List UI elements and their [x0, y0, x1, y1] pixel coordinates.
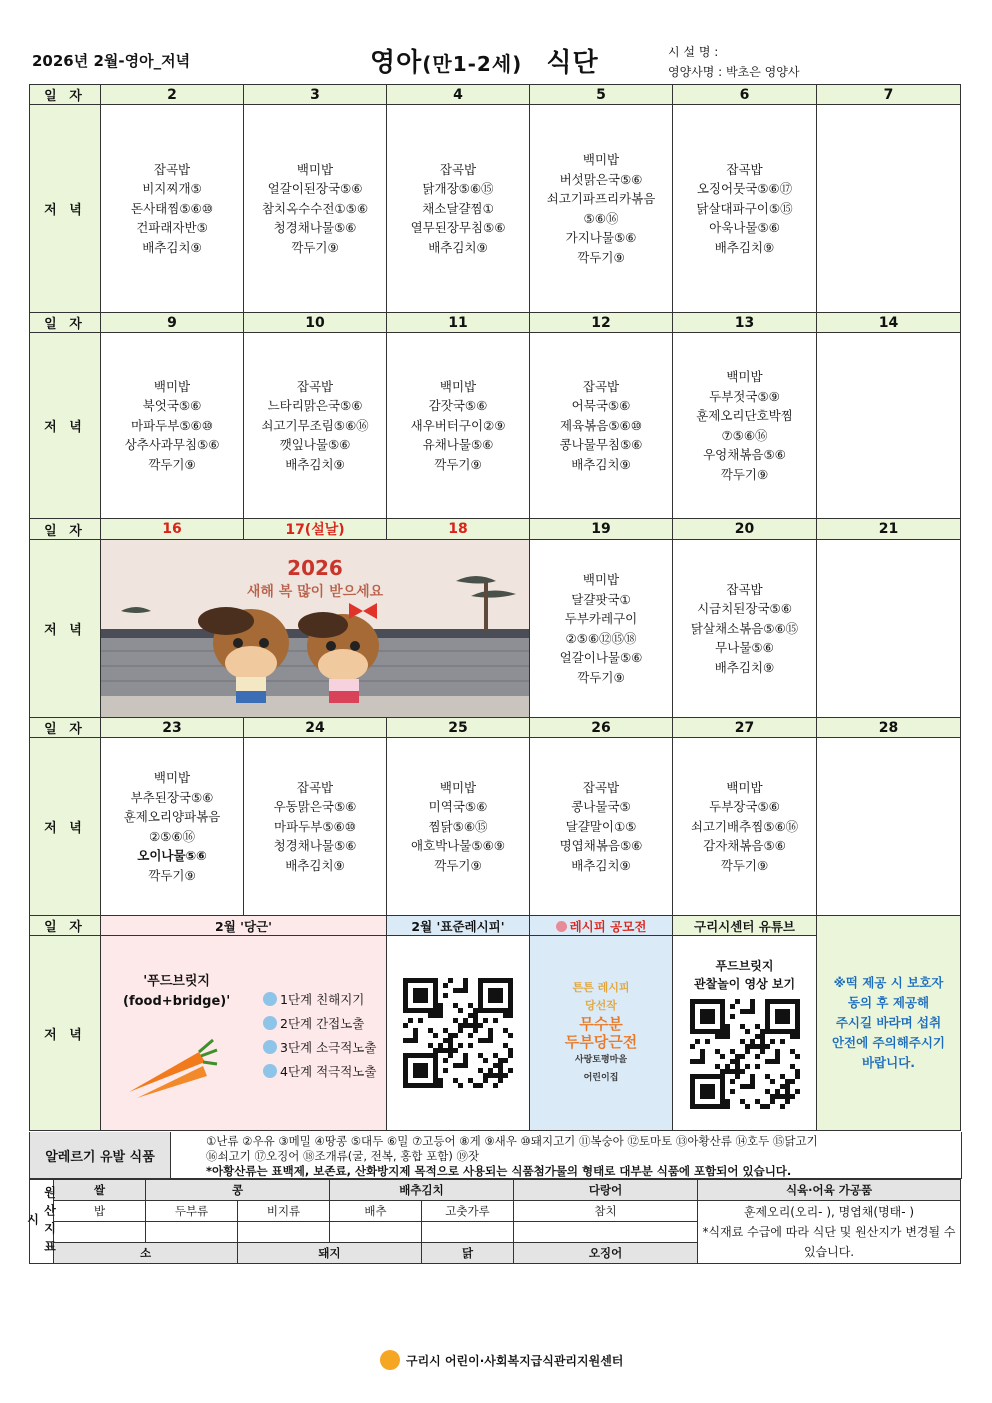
menu-item: 부추된장국⑤⑥	[130, 789, 214, 805]
menu-item: 깻잎나물⑤⑥	[279, 437, 351, 453]
menu-item: 잡곡밥	[296, 779, 334, 795]
contest-line: 두부당근전	[564, 1033, 638, 1051]
menu-item: 아욱나물⑤⑥	[709, 220, 780, 236]
menu-cell	[817, 738, 961, 916]
menu-item: 깍두기⑨	[434, 857, 482, 873]
menu-item: 마파두부⑤⑥⑩	[131, 417, 213, 433]
menu-cell	[530, 738, 673, 916]
contest-badge-icon	[556, 921, 567, 932]
menu-item: 백미밥	[153, 378, 191, 394]
origin-side-label: 원산지표시	[30, 1180, 54, 1264]
menu-item: 백미밥	[582, 572, 620, 587]
menu-item: 얼갈이나물⑤⑥	[559, 650, 643, 665]
menu-cell	[673, 540, 817, 718]
origin-beef: 소	[54, 1243, 238, 1264]
dinner-label: 저 녁	[30, 105, 101, 313]
menu-cell	[817, 540, 961, 718]
menu-cell	[530, 105, 673, 313]
menu-item: 잡곡밥	[296, 378, 334, 394]
contest-header: 레시피 공모전	[530, 916, 673, 936]
new-year-banner	[101, 540, 530, 718]
dinner-label: 저 녁	[30, 738, 101, 916]
contest-line: 어린이집	[583, 1073, 619, 1083]
menu-grid	[29, 84, 961, 1131]
day-date: 28	[817, 718, 961, 738]
day-label: 일 자	[30, 313, 101, 333]
menu-item: 훈제오리단호박찜	[696, 408, 793, 423]
step-circle-icon	[263, 1064, 277, 1078]
menu-item: 배추김치⑨	[285, 857, 345, 873]
menu-item: 콩나물국⑤	[571, 799, 631, 815]
menu-item: 우엉채볶음⑤⑥	[703, 447, 786, 462]
origin-squid: 오징어	[514, 1243, 698, 1264]
food-bridge-sub: (food+bridge)'	[123, 994, 231, 1009]
menu-cell	[673, 738, 817, 916]
banner-greeting: 새해 복 많이 받으세요	[246, 583, 384, 600]
allergy-list	[206, 1134, 818, 1179]
menu-cell	[530, 333, 673, 519]
menu-item: 달걀팟국①	[571, 591, 631, 607]
menu-item: 오징어뭇국⑤⑥⑰	[696, 181, 793, 197]
recipe-qr-cell	[387, 936, 530, 1131]
step-1: 1단계 친해지기	[263, 988, 376, 1012]
menu-item: 우동맑은국⑤⑥	[273, 799, 357, 815]
menu-item: ②⑤⑥⑯	[148, 828, 196, 844]
danggeun-header: 2월 '당근'	[101, 916, 387, 936]
menu-item: 북엇국⑤⑥	[142, 398, 202, 414]
day-date: 4	[387, 85, 530, 105]
menu-item: 돈사태찜⑤⑥⑩	[131, 200, 213, 216]
menu-item: 닭살대파구이⑤⑮	[696, 200, 793, 216]
day-date: 10	[244, 313, 387, 333]
menu-cell	[817, 333, 961, 519]
bottom-day-label: 일 자	[30, 916, 101, 936]
menu-item: 백미밥	[582, 152, 620, 167]
dinner-row	[30, 738, 961, 916]
food-bridge-panel	[101, 936, 387, 1131]
origin-pork: 돼지	[238, 1243, 422, 1264]
menu-item: 잡곡밥	[726, 581, 763, 597]
day-date: 26	[530, 718, 673, 738]
menu-item: 두부젓국⑤⑨	[709, 388, 780, 404]
title-main: 영아	[370, 48, 423, 78]
menu-cell	[817, 105, 961, 313]
origin-notes	[698, 1201, 961, 1264]
day-header-row	[30, 718, 961, 738]
menu-item: 어묵국⑤⑥	[571, 398, 631, 414]
origin-processed: 식육·어육 가공품	[698, 1180, 961, 1201]
menu-item: 무나물⑤⑥	[715, 640, 774, 656]
menu-item: 배추김치⑨	[571, 456, 631, 472]
menu-item: 쇠고기무조림⑤⑥⑯	[261, 417, 369, 433]
menu-item: 잡곡밥	[153, 161, 191, 177]
notice-line: 주시길 바라며 섭취	[835, 1015, 942, 1030]
menu-cell	[530, 540, 673, 718]
menu-item: 닭살채소볶음⑤⑥⑮	[690, 620, 799, 636]
notice-line: 안전에 주의해주시기	[831, 1035, 946, 1050]
day-date: 9	[101, 313, 244, 333]
menu-item: 배추김치⑨	[428, 239, 488, 255]
menu-item: 잡곡밥	[582, 779, 620, 795]
menu-item: 잡곡밥	[726, 161, 763, 177]
day-date: 3	[244, 85, 387, 105]
menu-item: 느타리맑은국⑤⑥	[267, 398, 363, 414]
menu-item: 찜닭⑤⑥⑮	[428, 818, 488, 834]
header-info	[668, 42, 799, 82]
menu-item: 채소달걀찜①	[422, 200, 494, 216]
day-date: 11	[387, 313, 530, 333]
menu-item: 명엽채볶음⑤⑥	[559, 838, 643, 854]
menu-item: 제육볶음⑤⑥⑩	[560, 417, 642, 433]
menu-item: 달걀말이①⑤	[565, 818, 637, 834]
menu-cell	[101, 333, 244, 519]
day-date: 20	[673, 519, 817, 540]
origin-tofu: 두부류	[146, 1201, 238, 1222]
day-header-row	[30, 313, 961, 333]
menu-item: 깍두기⑨	[291, 239, 339, 255]
menu-item: 유채나물⑤⑥	[422, 437, 494, 453]
menu-item: 새우버터구이②⑨	[410, 417, 506, 433]
day-date: 12	[530, 313, 673, 333]
youtube-header: 구리시센터 유튜브	[673, 916, 817, 936]
notice-line: 바랍니다.	[861, 1055, 916, 1070]
menu-item: 상추사과무침⑤⑥	[124, 437, 220, 453]
menu-item: 감잣국⑤⑥	[428, 398, 488, 414]
day-date: 2	[101, 85, 244, 105]
day-date: 27	[673, 718, 817, 738]
dinner-row	[30, 333, 961, 519]
menu-item: 백미밥	[439, 779, 477, 795]
center-logo-icon	[380, 1350, 400, 1370]
menu-cell	[244, 105, 387, 313]
origin-kimchi: 배추김치	[330, 1180, 514, 1201]
menu-item: 백미밥	[153, 770, 191, 785]
day-date: 7	[817, 85, 961, 105]
menu-item: 배추김치⑨	[285, 456, 345, 472]
allergy-line-1: ①난류 ②우유 ③메밀 ④땅콩 ⑤대두 ⑥밀 ⑦고등어 ⑧게 ⑨새우 ⑩돼지고기 ⑪복숭아 ⑫토마토 ⑬아황산류 ⑭호두 ⑮닭고기	[206, 1134, 818, 1148]
menu-item: 백미밥	[726, 779, 763, 795]
contest-line: 당선작	[585, 999, 617, 1012]
menu-item: 잡곡밥	[439, 161, 477, 177]
menu-item: 청경채나물⑤⑥	[273, 838, 357, 854]
day-date: 14	[817, 313, 961, 333]
origin-note-1: 훈제오리(오리- ), 명엽채(명태- )	[743, 1205, 915, 1219]
menu-item: 건파래자반⑤	[136, 220, 208, 236]
step-3: 3단계 소극적노출	[263, 1036, 376, 1060]
menu-cell	[387, 738, 530, 916]
day-header-row	[30, 85, 961, 105]
allergy-section	[29, 1132, 962, 1179]
allergy-label: 알레르기 유발 식품	[30, 1132, 171, 1178]
menu-item: 열무된장무침⑤⑥	[410, 220, 506, 236]
menu-cell	[244, 738, 387, 916]
menu-item: 미역국⑤⑥	[428, 799, 488, 815]
menu-item: 배추김치⑨	[714, 659, 775, 675]
banner-year: 2026	[287, 555, 343, 580]
menu-item: 두부장국⑤⑥	[709, 799, 780, 815]
origin-pepper: 고춧가루	[422, 1201, 514, 1222]
origin-rice: 쌀	[54, 1180, 146, 1201]
day-date: 23	[101, 718, 244, 738]
step-circle-icon	[263, 1040, 277, 1054]
bottom-dinner-label: 저 녁	[30, 936, 101, 1131]
dietitian-name: 영양사명 : 박초은 영양사	[668, 65, 800, 79]
day-label: 일 자	[30, 718, 101, 738]
day-date: 21	[817, 519, 961, 540]
origin-cabbage: 배추	[330, 1201, 422, 1222]
day-date: 17(설날)	[244, 519, 387, 540]
menu-cell	[387, 105, 530, 313]
menu-item: 가지나물⑤⑥	[565, 230, 637, 245]
menu-item: 참치옥수수전①⑤⑥	[261, 200, 369, 216]
day-header-row	[30, 519, 961, 540]
menu-cell	[387, 333, 530, 519]
day-date: 5	[530, 85, 673, 105]
rice-cake-notice	[817, 916, 961, 1131]
menu-cell	[673, 333, 817, 519]
contest-line: 튼튼 레시피	[572, 981, 630, 994]
menu-item: ⑦⑤⑥⑯	[721, 427, 768, 443]
menu-cell	[101, 738, 244, 916]
menu-item: 쇠고기파프리카볶음	[546, 191, 656, 206]
menu-item: ②⑤⑥⑫⑮⑱	[565, 630, 637, 646]
menu-item: 오이나물⑤⑥	[137, 848, 207, 863]
footer-text: 구리시 어린이·사회복지급식관리지원센터	[406, 1353, 624, 1368]
menu-item: 배추김치⑨	[571, 857, 631, 873]
page-subtitle: 2026년 2월-영아_저녁	[32, 52, 191, 70]
menu-item: 두부카레구이	[564, 611, 638, 626]
menu-item: 깍두기⑨	[720, 857, 769, 873]
menu-item: 깍두기⑨	[148, 456, 196, 472]
step-2: 2단계 간접노출	[263, 1012, 376, 1036]
menu-item: 백미밥	[726, 369, 763, 384]
title-age: (만1-2세)	[422, 52, 523, 76]
contest-line: 무수분	[579, 1015, 623, 1033]
day-date: 25	[387, 718, 530, 738]
day-date: 13	[673, 313, 817, 333]
allergy-line-2: ⑯쇠고기 ⑰오징어 ⑱조개류(굴, 전복, 홍합 포함) ⑲잣	[206, 1149, 480, 1163]
youtube-line: 푸드브릿지	[715, 959, 774, 973]
menu-item: 깍두기⑨	[148, 867, 196, 883]
day-date: 6	[673, 85, 817, 105]
day-date: 16	[101, 519, 244, 540]
day-date: 19	[530, 519, 673, 540]
facility-name: 시 설 명 :	[668, 45, 719, 59]
origin-table	[25, 1179, 961, 1264]
notice-line: ※떡 제공 시 보호자	[833, 975, 944, 990]
menu-item: 백미밥	[439, 378, 477, 394]
menu-item: 시금치된장국⑤⑥	[697, 601, 792, 617]
origin-bean: 콩	[146, 1180, 330, 1201]
menu-item: 닭개장⑤⑥⑮	[422, 181, 494, 197]
origin-bap: 밥	[54, 1201, 146, 1222]
origin-biji: 비지류	[238, 1201, 330, 1222]
dinner-row	[30, 105, 961, 313]
carrot-icon	[119, 1032, 219, 1102]
menu-item: 쇠고기배추찜⑤⑥⑯	[690, 818, 799, 834]
day-date: 18	[387, 519, 530, 540]
menu-item: 마파두부⑤⑥⑩	[274, 818, 356, 834]
dinner-row	[30, 540, 961, 718]
day-label: 일 자	[30, 85, 101, 105]
menu-item: 얼갈이된장국⑤⑥	[267, 181, 363, 197]
menu-item: 배추김치⑨	[714, 239, 775, 255]
origin-chicken: 닭	[422, 1243, 514, 1264]
menu-item: 콩나물무침⑤⑥	[559, 437, 643, 453]
food-bridge-title: '푸드브릿지	[143, 974, 210, 989]
menu-item: 깍두기⑨	[434, 456, 482, 472]
origin-tuna: 참치	[514, 1201, 698, 1222]
footer	[380, 1350, 623, 1370]
menu-item: 깍두기⑨	[577, 249, 625, 265]
menu-item: ⑤⑥⑯	[583, 210, 619, 226]
menu-item: 깍두기⑨	[577, 669, 625, 685]
notice-line: 동의 후 제공해	[847, 995, 930, 1010]
page-title	[370, 42, 599, 79]
menu-item: 잡곡밥	[582, 378, 620, 394]
day-label: 일 자	[30, 519, 101, 540]
allergy-note: *아황산류는 표백제, 보존료, 산화방지제 목적으로 사용되는 식품첨가물의 형태로 대부분 식품에 포함되어 있습니다.	[206, 1164, 792, 1178]
contest-poster[interactable]	[530, 936, 673, 1131]
dinner-label: 저 녁	[30, 333, 101, 519]
menu-item: 애호박나물⑤⑥⑨	[411, 838, 505, 854]
menu-item: 비지찌개⑤	[142, 181, 202, 197]
youtube-cell	[673, 936, 817, 1131]
menu-cell	[101, 105, 244, 313]
step-4: 4단계 적극적노출	[263, 1060, 376, 1084]
step-circle-icon	[263, 992, 277, 1006]
recipe-qr-code[interactable]	[403, 978, 513, 1088]
menu-cell	[244, 333, 387, 519]
menu-item: 깍두기⑨	[720, 466, 769, 482]
dinner-label: 저 녁	[30, 540, 101, 718]
title-tail: 식단	[546, 48, 599, 78]
menu-item: 훈제오리양파볶음	[123, 809, 221, 824]
menu-item: 감자채볶음⑤⑥	[703, 838, 786, 854]
menu-item: 버섯맑은국⑤⑥	[559, 171, 643, 187]
menu-item: 백미밥	[296, 161, 334, 177]
menu-item: 청경채나물⑤⑥	[273, 220, 357, 236]
menu-item: 배추김치⑨	[142, 239, 202, 255]
menu-cell	[673, 105, 817, 313]
day-date: 24	[244, 718, 387, 738]
youtube-qr-code[interactable]	[690, 999, 800, 1109]
step-circle-icon	[263, 1016, 277, 1030]
youtube-line: 관찰놀이 영상 보기	[693, 977, 796, 991]
recipe-header: 2월 '표준레시피'	[387, 916, 530, 936]
origin-tuna-group: 다랑어	[514, 1180, 698, 1201]
origin-note-2: *식재료 수급에 따라 식단 및 원산지가 변경될 수 있습니다.	[702, 1225, 956, 1259]
contest-line: 사랑토평마을	[574, 1055, 628, 1065]
